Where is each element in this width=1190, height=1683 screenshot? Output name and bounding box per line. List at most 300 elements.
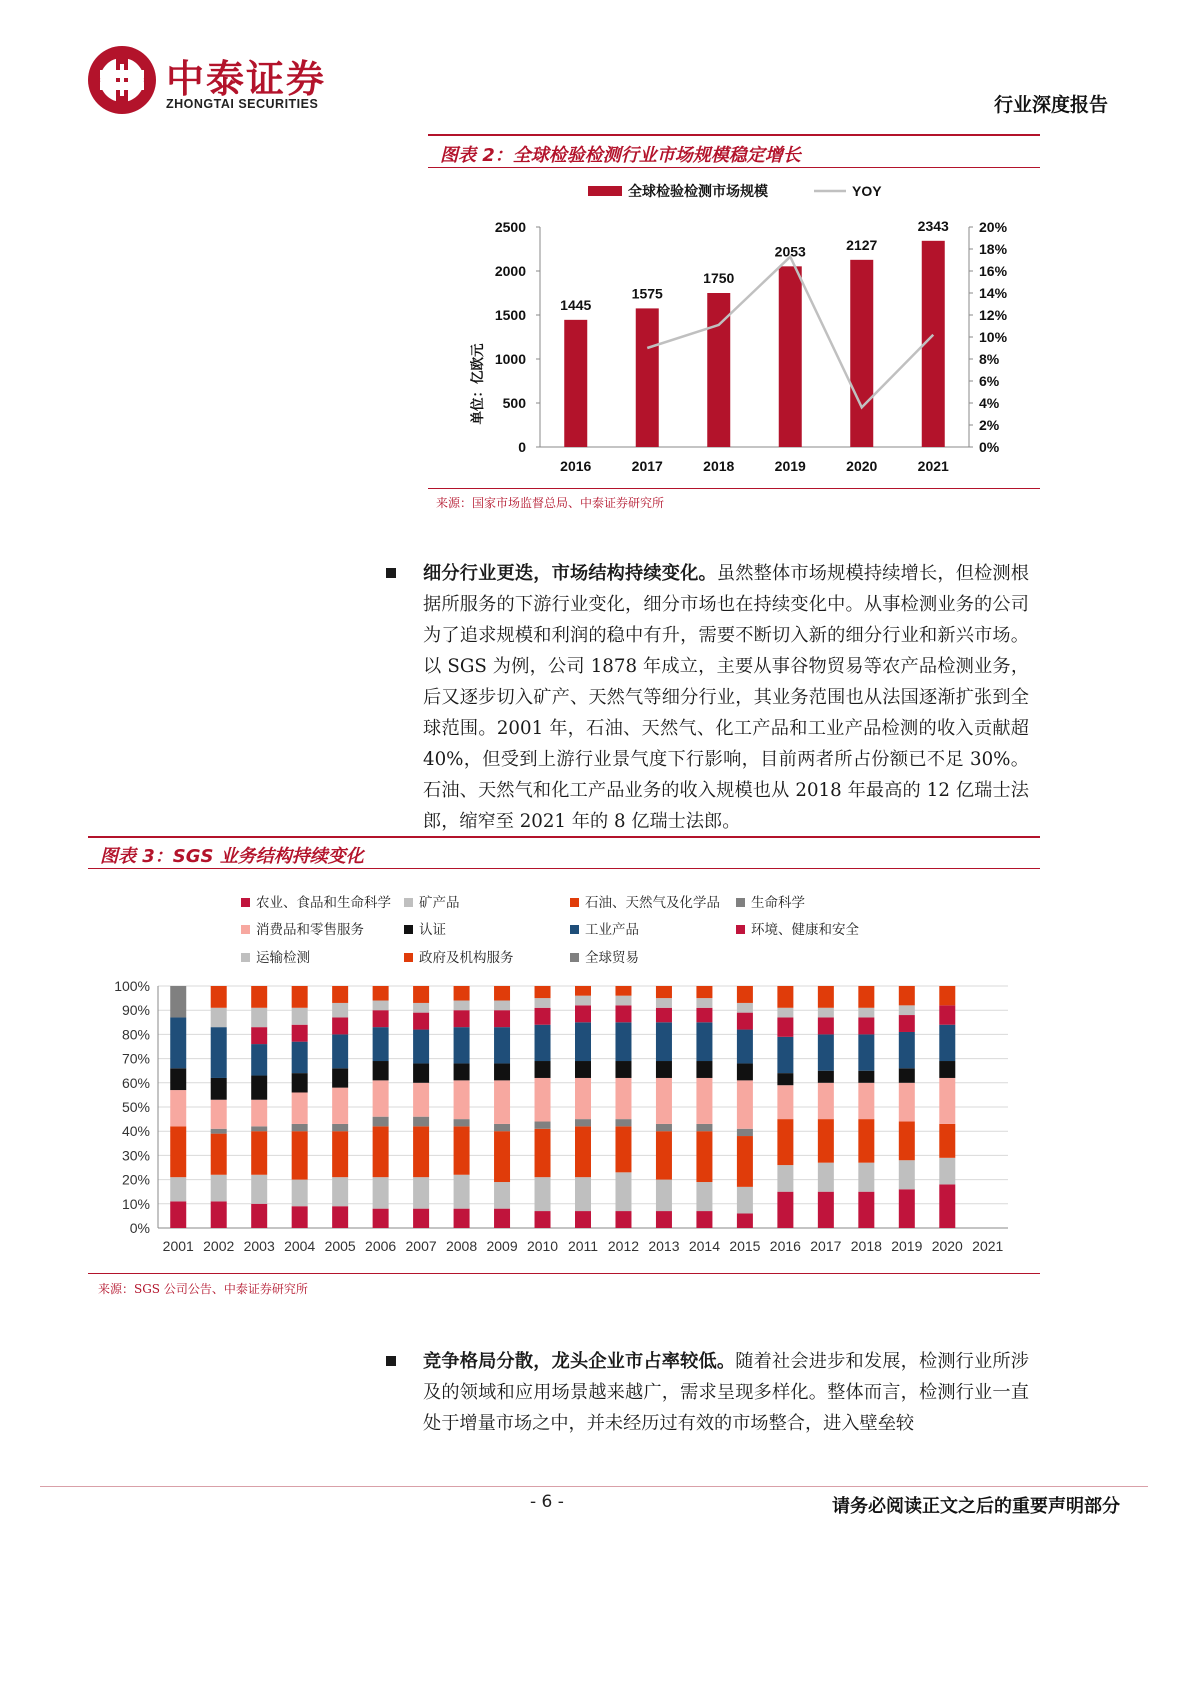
stack-segment [696, 1124, 712, 1131]
stack-segment [413, 1209, 429, 1228]
y-tick-label: 20% [121, 1171, 150, 1188]
x-tick-label: 2001 [162, 1238, 194, 1254]
stack-segment [413, 1030, 429, 1064]
stack-segment [656, 1061, 672, 1078]
stack-segment [777, 1192, 793, 1228]
stack-segment [615, 1211, 631, 1228]
paragraph-2-body: 随着社会进步和发展，检测行业所涉及的领域和应用场景越来越广，需求呈现多样化。整体而言，检测行业一直处于增量市场之中，并未经历过有效的市场整合，进入壁垒较 [423, 1351, 1029, 1434]
x-tick-label: 2019 [774, 458, 806, 474]
figure3-bottom-rule [88, 1273, 1040, 1274]
stack-segment [615, 1022, 631, 1061]
stack-segment [211, 1175, 227, 1202]
stack-segment [737, 1213, 753, 1228]
stack-segment [413, 1126, 429, 1177]
y-tick-label: 1000 [494, 351, 526, 367]
legend-label: 环境、健康和安全 [751, 922, 859, 938]
stack-segment [413, 1063, 429, 1082]
stack-segment [818, 986, 834, 1008]
stack-segment [535, 1211, 551, 1228]
stack-segment [454, 1209, 470, 1228]
y2-tick-label: 16% [979, 263, 1008, 279]
stack-segment [656, 986, 672, 998]
stack-segment [332, 1124, 348, 1131]
stack-segment [332, 1068, 348, 1087]
stack-segment [656, 1131, 672, 1179]
x-tick-label: 2011 [567, 1238, 599, 1254]
stack-segment [170, 986, 186, 1017]
y-tick-label: 500 [502, 395, 526, 411]
stack-segment [737, 1136, 753, 1187]
y-tick-label: 2000 [494, 263, 526, 279]
stack-segment [656, 1022, 672, 1061]
stack-segment [737, 1003, 753, 1013]
legend-item [570, 918, 639, 938]
stack-segment [251, 1076, 267, 1100]
stack-segment [251, 1027, 267, 1044]
x-tick-label: 2021 [972, 1238, 1004, 1254]
bar [636, 308, 659, 447]
stack-segment [373, 1209, 389, 1228]
stack-segment [494, 1080, 510, 1124]
x-tick-label: 2005 [324, 1238, 356, 1254]
x-tick-label: 2020 [931, 1238, 963, 1254]
stack-segment [656, 1211, 672, 1228]
stack-segment [373, 1177, 389, 1208]
stack-segment [777, 1165, 793, 1192]
stack-segment [211, 1027, 227, 1078]
figure3-chart [88, 972, 1040, 1264]
stack-segment [575, 1119, 591, 1126]
stack-segment [858, 1071, 874, 1083]
stack-segment [251, 986, 267, 1008]
logo-text-cn: 中泰证券 [166, 57, 327, 101]
stack-segment [737, 1013, 753, 1030]
stack-segment [899, 1005, 915, 1015]
stack-segment [251, 1044, 267, 1075]
y-tick-label: 0% [129, 1220, 150, 1236]
legend-item [404, 918, 446, 938]
legend-label: 农业、食品和生命科学 [256, 895, 391, 911]
stack-segment [696, 1008, 712, 1023]
stack-segment [373, 1001, 389, 1011]
stack-segment [251, 1008, 267, 1027]
figure3-source: 来源：SGS 公司公告、中泰证券研究所 [98, 1282, 308, 1296]
stack-segment [939, 1061, 955, 1078]
logo-mark-icon [86, 44, 158, 116]
stack-segment [494, 1131, 510, 1182]
stack-segment [696, 1211, 712, 1228]
y-tick-label: 60% [121, 1074, 150, 1091]
y2-tick-label: 12% [979, 307, 1008, 323]
stack-segment [615, 1078, 631, 1119]
stack-segment [535, 1122, 551, 1129]
stack-segment [818, 1119, 834, 1163]
stack-segment [454, 1001, 470, 1011]
stack-segment [332, 1177, 348, 1206]
x-tick-label: 2006 [365, 1238, 397, 1254]
stack-segment [696, 998, 712, 1008]
legend-swatch [570, 898, 579, 907]
stack-segment [413, 1177, 429, 1208]
y-axis-label: 单位：亿欧元 [470, 343, 485, 425]
stack-segment [818, 1071, 834, 1083]
x-tick-label: 2003 [243, 1238, 275, 1254]
stack-segment [696, 1182, 712, 1211]
logo-text-en: ZHONGTAI SECURITIES [166, 97, 319, 111]
stack-segment [777, 1017, 793, 1036]
bullet-icon [386, 568, 396, 578]
stack-segment [454, 1080, 470, 1119]
paragraph-2-lead: 竞争格局分散，龙头企业市占率较低。 [423, 1351, 736, 1372]
stack-segment [575, 1061, 591, 1078]
legend-swatch [241, 953, 250, 962]
stack-segment [251, 1204, 267, 1228]
stack-segment [858, 1034, 874, 1070]
bar-value-label: 2343 [917, 217, 949, 234]
stack-segment [858, 1008, 874, 1018]
bullet-icon [386, 1356, 396, 1366]
stack-segment [292, 1042, 308, 1073]
y-tick-label: 80% [121, 1026, 150, 1043]
stack-segment [292, 1008, 308, 1025]
stack-segment [494, 1063, 510, 1080]
stack-segment [535, 1061, 551, 1078]
stack-segment [494, 1182, 510, 1209]
stack-segment [373, 1010, 389, 1027]
stack-segment [332, 1017, 348, 1034]
stack-segment [656, 1078, 672, 1124]
stack-segment [373, 1126, 389, 1177]
y2-tick-label: 4% [979, 395, 1000, 411]
stack-segment [737, 986, 753, 1003]
stack-segment [413, 1117, 429, 1127]
y2-tick-label: 20% [979, 219, 1008, 235]
stack-segment [696, 1131, 712, 1182]
legend-item [241, 946, 310, 966]
stack-segment [939, 1025, 955, 1061]
y-tick-label: 10% [121, 1195, 150, 1212]
stack-segment [818, 1192, 834, 1228]
stack-segment [373, 1027, 389, 1061]
y-tick-label: 40% [121, 1123, 150, 1140]
legend-label: 石油、天然气及化学品 [585, 895, 720, 911]
legend-item [736, 891, 805, 911]
stack-segment [373, 986, 389, 1001]
stack-segment [818, 1008, 834, 1018]
stack-segment [332, 1206, 348, 1228]
x-tick-label: 2019 [891, 1238, 923, 1254]
stack-segment [737, 1063, 753, 1080]
y2-tick-label: 14% [979, 285, 1008, 301]
x-tick-label: 2013 [648, 1238, 680, 1254]
figure2-source: 来源：国家市场监督总局、中泰证券研究所 [436, 496, 665, 510]
stack-segment [454, 986, 470, 1001]
legend-swatch [736, 898, 745, 907]
figure2-chart [428, 172, 1040, 484]
stack-segment [535, 1177, 551, 1211]
x-tick-label: 2016 [769, 1238, 801, 1254]
stack-segment [292, 1206, 308, 1228]
stack-segment [413, 986, 429, 1003]
stack-segment [211, 1008, 227, 1027]
stack-segment [292, 1124, 308, 1131]
stack-segment [737, 1030, 753, 1064]
bar-value-label: 1750 [703, 270, 735, 286]
stack-segment [777, 1119, 793, 1165]
legend-item [404, 891, 460, 911]
stack-segment [575, 1022, 591, 1061]
legend-swatch-market-size [588, 186, 622, 196]
stack-segment [939, 1184, 955, 1228]
stack-segment [899, 1160, 915, 1189]
stack-segment [615, 1126, 631, 1172]
stack-segment [939, 1005, 955, 1024]
stack-segment [373, 1117, 389, 1127]
legend-label: 运输检测 [256, 950, 310, 966]
legend-label-market-size: 全球检验检测市场规模 [628, 183, 768, 199]
stack-segment [292, 986, 308, 1008]
stack-segment [170, 1017, 186, 1068]
stack-segment [939, 1158, 955, 1185]
stack-segment [535, 1078, 551, 1122]
stack-segment [494, 1001, 510, 1011]
stack-segment [454, 1027, 470, 1063]
stack-segment [413, 1013, 429, 1030]
legend-label: 工业产品 [585, 922, 639, 938]
x-tick-label: 2016 [560, 458, 592, 474]
x-tick-label: 2010 [526, 1238, 559, 1254]
figure2-bottom-rule [428, 488, 1040, 489]
stack-segment [615, 1172, 631, 1211]
stack-segment [292, 1092, 308, 1123]
stack-segment [575, 1126, 591, 1177]
y-tick-label: 70% [121, 1050, 150, 1067]
stack-segment [696, 1078, 712, 1124]
y-tick-label: 90% [121, 1002, 150, 1019]
stack-segment [332, 986, 348, 1003]
figure3-title: 图表 3：SGS 业务结构持续变化 [100, 846, 364, 867]
x-tick-label: 2017 [631, 458, 663, 474]
y2-tick-label: 0% [979, 439, 1000, 455]
stack-segment [575, 1078, 591, 1119]
stack-segment [899, 1068, 915, 1083]
stack-segment [494, 1124, 510, 1131]
stack-segment [535, 998, 551, 1008]
legend-swatch [570, 953, 579, 962]
footer-rule [40, 1486, 1148, 1487]
stack-segment [737, 1187, 753, 1214]
y2-tick-label: 6% [979, 373, 1000, 389]
stack-segment [615, 1119, 631, 1126]
y2-tick-label: 18% [979, 241, 1008, 257]
stack-segment [858, 1083, 874, 1119]
legend-swatch [404, 953, 413, 962]
stack-segment [251, 1100, 267, 1127]
legend-item [570, 946, 639, 966]
x-tick-label: 2007 [405, 1238, 437, 1254]
y-tick-label: 1500 [494, 307, 526, 323]
legend-swatch [570, 925, 579, 934]
stack-segment [494, 986, 510, 1001]
y-tick-label: 2500 [494, 219, 526, 235]
stack-segment [899, 1122, 915, 1161]
figure2-title-rule [428, 167, 1040, 168]
report-type-label: 行业深度报告 [993, 94, 1108, 116]
stack-segment [292, 1025, 308, 1042]
stack-segment [899, 1189, 915, 1228]
legend-item [736, 918, 859, 938]
stack-segment [858, 1119, 874, 1163]
stack-segment [696, 1061, 712, 1078]
legend-label: 认证 [419, 922, 446, 938]
figure2-top-rule [428, 134, 1040, 136]
legend-swatch [241, 925, 250, 934]
bar-value-label: 1445 [560, 296, 592, 313]
stack-segment [454, 1063, 470, 1080]
stack-segment [332, 1034, 348, 1068]
stack-segment [211, 1134, 227, 1175]
stack-segment [777, 1008, 793, 1018]
stack-segment [251, 1131, 267, 1175]
stack-segment [899, 1083, 915, 1122]
stack-segment [292, 1131, 308, 1179]
stack-segment [454, 1175, 470, 1209]
stack-segment [494, 1209, 510, 1228]
y-tick-label: 30% [121, 1147, 150, 1164]
stack-segment [858, 1163, 874, 1192]
stack-segment [575, 1211, 591, 1228]
stack-segment [494, 1027, 510, 1063]
stack-segment [899, 1032, 915, 1068]
stack-segment [373, 1080, 389, 1116]
x-tick-label: 2009 [486, 1238, 518, 1254]
stack-segment [211, 1201, 227, 1228]
legend-label: 消费品和零售服务 [256, 922, 364, 938]
stack-segment [818, 1034, 834, 1070]
x-tick-label: 2017 [810, 1238, 842, 1254]
stack-segment [899, 986, 915, 1005]
footer-disclaimer: 请务必阅读正文之后的重要声明部分 [832, 1496, 1120, 1517]
stack-segment [170, 1201, 186, 1228]
stack-segment [656, 1124, 672, 1131]
stack-segment [251, 1175, 267, 1204]
bar [850, 260, 873, 447]
y-tick-label: 50% [121, 1099, 150, 1115]
legend-label: 矿产品 [419, 895, 460, 911]
stack-segment [170, 1090, 186, 1126]
x-tick-label: 2012 [607, 1238, 640, 1254]
stack-segment [696, 986, 712, 998]
stack-segment [777, 1085, 793, 1119]
x-tick-label: 2020 [846, 458, 878, 474]
stack-segment [454, 1119, 470, 1126]
figure2-title: 图表 2：全球检验检测行业市场规模稳定增长 [440, 145, 801, 166]
legend-swatch [736, 925, 745, 934]
stack-segment [211, 1100, 227, 1129]
legend-swatch [404, 898, 413, 907]
stack-segment [535, 1129, 551, 1177]
stack-segment [211, 986, 227, 1008]
figure3-top-rule [88, 836, 1040, 838]
legend-item [241, 891, 391, 911]
stack-segment [615, 1061, 631, 1078]
y2-tick-label: 10% [979, 329, 1008, 345]
x-tick-label: 2002 [203, 1238, 235, 1254]
stack-segment [939, 986, 955, 1005]
stack-segment [818, 1163, 834, 1192]
stack-segment [251, 1126, 267, 1131]
stack-segment [535, 1025, 551, 1061]
stack-segment [575, 986, 591, 996]
y2-tick-label: 8% [979, 351, 1000, 367]
paragraph-2 [423, 1346, 1029, 1439]
figure3-title-rule [88, 868, 1040, 869]
stack-segment [332, 1131, 348, 1177]
legend-label-yoy: YOY [852, 183, 882, 199]
y-tick-label: 100% [114, 978, 150, 994]
legend-label: 生命科学 [751, 895, 805, 911]
stack-segment [615, 986, 631, 996]
legend-item [570, 891, 720, 911]
stack-segment [818, 1017, 834, 1034]
stack-segment [656, 1180, 672, 1211]
stack-segment [292, 1180, 308, 1207]
x-tick-label: 2018 [703, 458, 735, 474]
paragraph-1-lead: 细分行业更迭，市场结构持续变化。 [423, 563, 717, 584]
stack-segment [656, 1008, 672, 1023]
stack-segment [211, 1129, 227, 1134]
x-tick-label: 2004 [284, 1238, 316, 1254]
stack-segment [332, 1088, 348, 1124]
paragraph-1 [423, 558, 1029, 837]
stack-segment [575, 996, 591, 1006]
legend-item [241, 918, 364, 938]
stack-segment [413, 1083, 429, 1117]
stack-segment [575, 1005, 591, 1022]
stack-segment [373, 1061, 389, 1080]
stack-segment [939, 1078, 955, 1124]
stack-segment [575, 1177, 591, 1211]
legend-label: 政府及机构服务 [419, 950, 514, 966]
stack-segment [818, 1083, 834, 1119]
stack-segment [777, 1037, 793, 1073]
stack-segment [939, 1124, 955, 1158]
legend-item [404, 946, 514, 966]
stack-segment [170, 1126, 186, 1177]
bar-value-label: 2053 [774, 243, 806, 260]
legend-swatch [404, 925, 413, 934]
stack-segment [454, 1126, 470, 1174]
page-number: - 6 - [530, 1492, 564, 1512]
stack-segment [292, 1073, 308, 1092]
stack-segment [170, 1177, 186, 1201]
stack-segment [494, 1010, 510, 1027]
y2-tick-label: 2% [979, 417, 1000, 433]
stack-segment [656, 998, 672, 1008]
stack-segment [899, 1015, 915, 1032]
legend-swatch [241, 898, 250, 907]
x-tick-label: 2015 [729, 1238, 761, 1254]
stack-segment [777, 986, 793, 1008]
stack-segment [696, 1022, 712, 1061]
stack-segment [858, 986, 874, 1008]
x-tick-label: 2018 [850, 1238, 882, 1254]
stack-segment [413, 1003, 429, 1013]
stack-segment [170, 1068, 186, 1090]
stack-segment [211, 1078, 227, 1100]
x-tick-label: 2008 [445, 1238, 478, 1254]
stack-segment [737, 1129, 753, 1136]
